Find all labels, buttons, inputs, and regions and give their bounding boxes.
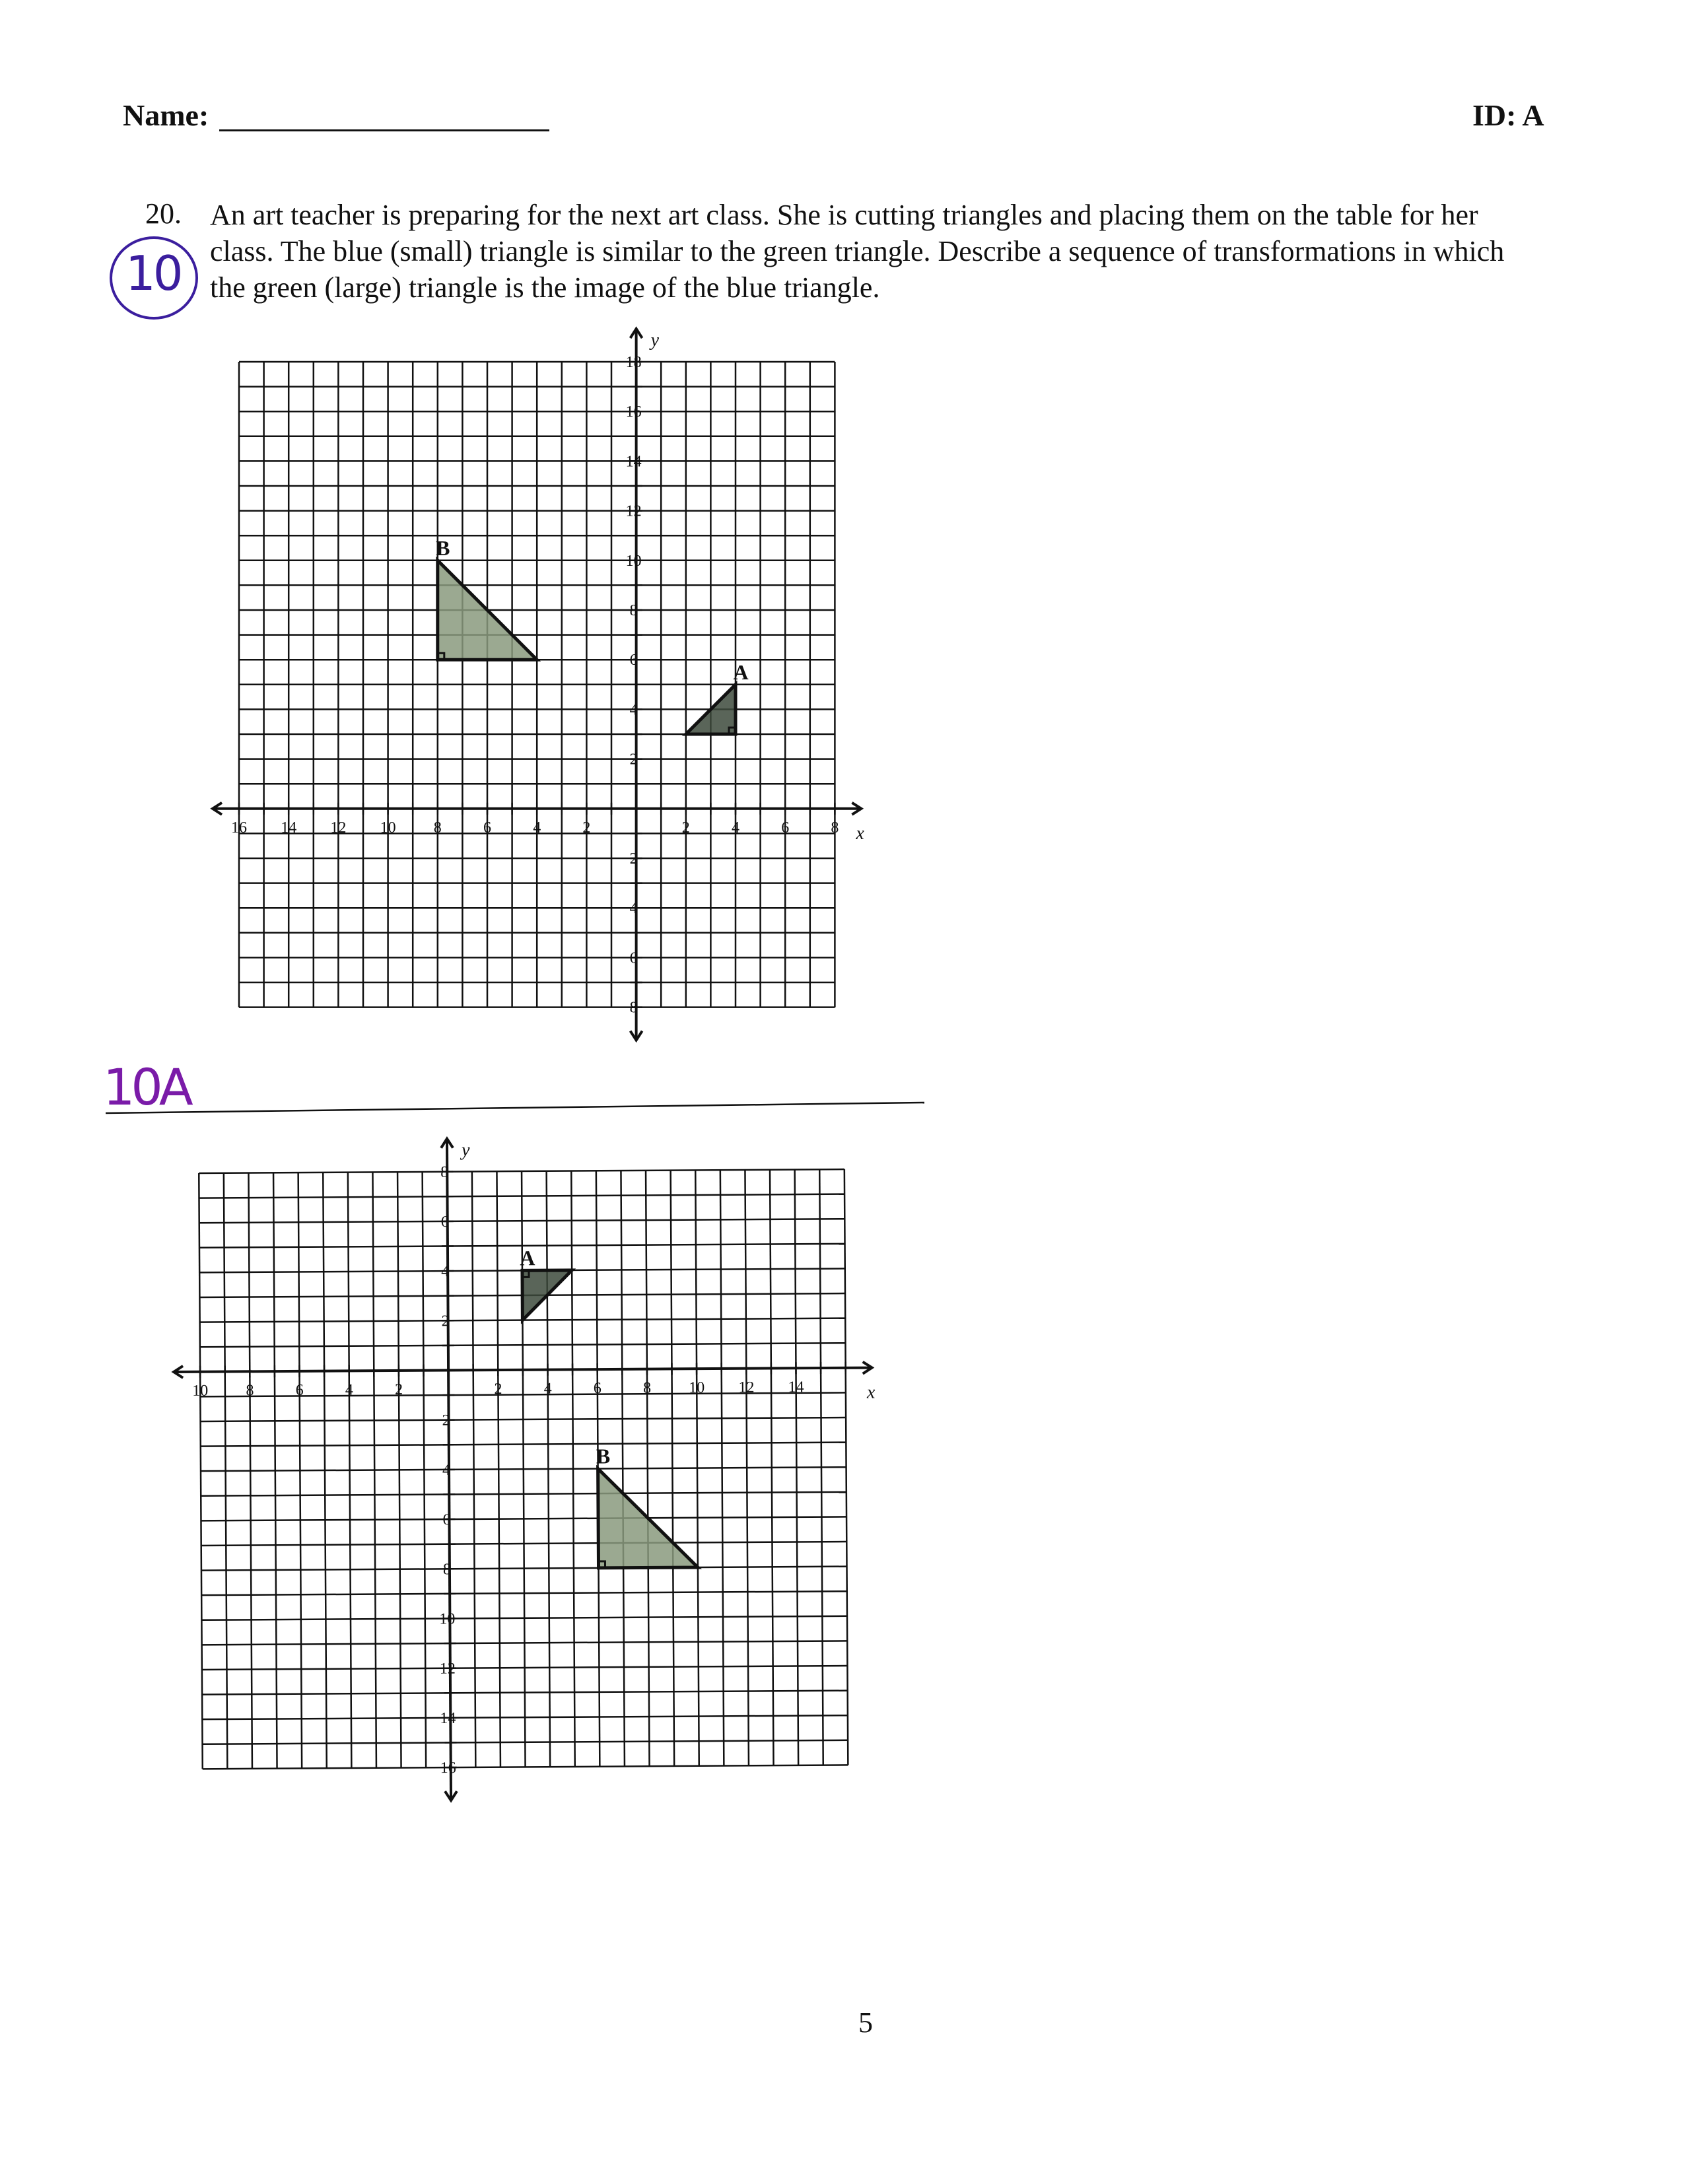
x-tick-label: 10 xyxy=(192,1382,209,1400)
y-tick-label: 18 xyxy=(625,354,642,371)
x-tick-label: 8 xyxy=(246,1382,254,1400)
question-line: An art teacher is preparing for the next art class. She is cutting triangles and placing them on the table for her xyxy=(210,199,1478,231)
x-axis-label: x xyxy=(856,823,864,844)
x-tick-label: 12 xyxy=(330,819,347,836)
grid-group xyxy=(172,1136,878,1802)
x-tick-label: 4 xyxy=(345,1381,353,1399)
name-label: Name: xyxy=(123,98,209,132)
question-line: the green (large) triangle is the image of the blue triangle. xyxy=(210,271,880,304)
coordinate-grid-top xyxy=(210,317,943,1063)
question-number: 20. xyxy=(145,197,182,230)
y-tick-label: 14 xyxy=(625,453,642,471)
y-tick-label: 4 xyxy=(441,1263,450,1281)
x-tick-label: 6 xyxy=(593,1380,602,1398)
triangle-label: A xyxy=(733,660,749,684)
x-tick-label: 6 xyxy=(295,1381,304,1399)
y-tick-label: 2 xyxy=(441,1313,450,1330)
divider-line xyxy=(106,1096,924,1122)
y-tick-label: 2 xyxy=(442,1412,450,1429)
y-tick-label: 12 xyxy=(439,1660,456,1678)
x-tick-label: 2 xyxy=(494,1380,502,1398)
x-tick-label: 6 xyxy=(483,819,491,836)
x-tick-label: 2 xyxy=(582,819,591,836)
name-blank-line xyxy=(219,129,549,131)
x-tick-label: 8 xyxy=(642,1379,652,1397)
triangle-label: B xyxy=(596,1444,611,1468)
question-line: class. The blue (small) triangle is similar to the green triangle. Describe a sequence of transformations in which xyxy=(210,235,1505,267)
y-tick-label: 8 xyxy=(440,1163,449,1181)
y-tick-label: 12 xyxy=(625,502,642,520)
x-tick-label: 4 xyxy=(732,819,739,836)
y-tick-label: 4 xyxy=(629,701,638,719)
x-tick-label: 12 xyxy=(738,1379,755,1396)
y-tick-label: 6 xyxy=(442,1511,451,1529)
x-tick-label: 10 xyxy=(380,819,396,836)
y-tick-label: 6 xyxy=(440,1213,449,1231)
x-axis-label: x xyxy=(866,1382,876,1403)
y-tick-label: 2 xyxy=(629,850,638,868)
triangle-label: A xyxy=(520,1246,535,1270)
y-axis-label: y xyxy=(461,1140,470,1161)
x-tick-label: 16 xyxy=(231,819,247,836)
x-tick-label: 2 xyxy=(681,819,690,836)
x-tick-label: 4 xyxy=(543,1380,552,1398)
y-tick-label: 10 xyxy=(439,1610,456,1628)
triangle-label: B xyxy=(436,535,450,560)
page-number: 5 xyxy=(858,2006,873,2039)
x-tick-label: 2 xyxy=(394,1381,403,1398)
y-tick-label: 10 xyxy=(625,552,642,570)
x-tick-label: 6 xyxy=(781,819,790,836)
x-tick-label: 14 xyxy=(281,819,297,836)
x-tick-label: 14 xyxy=(788,1379,804,1396)
y-tick-label: 6 xyxy=(629,652,638,669)
x-tick-label: 4 xyxy=(533,819,541,836)
question-text xyxy=(210,197,1583,306)
grid-group xyxy=(213,329,864,1041)
y-axis-label: y xyxy=(650,330,660,351)
y-tick-label: 4 xyxy=(629,900,638,918)
id-label: ID: A xyxy=(1472,98,1544,132)
y-tick-label: 16 xyxy=(440,1759,456,1777)
handwritten-version-mark: 10A xyxy=(103,1058,189,1116)
y-tick-label: 6 xyxy=(629,949,638,967)
x-tick-label: 10 xyxy=(689,1379,705,1397)
y-tick-label: 8 xyxy=(629,602,638,619)
y-tick-label: 4 xyxy=(442,1461,451,1479)
handwritten-score: 10 xyxy=(125,246,181,301)
x-tick-label: 8 xyxy=(433,819,442,836)
x-tick-label: 8 xyxy=(831,819,839,836)
y-tick-label: 2 xyxy=(629,751,638,768)
y-tick-label: 16 xyxy=(625,403,642,421)
y-tick-label: 14 xyxy=(440,1709,456,1727)
y-tick-label: 8 xyxy=(629,999,638,1017)
coordinate-grid-bottom xyxy=(172,1126,918,1872)
y-tick-label: 8 xyxy=(442,1561,452,1579)
